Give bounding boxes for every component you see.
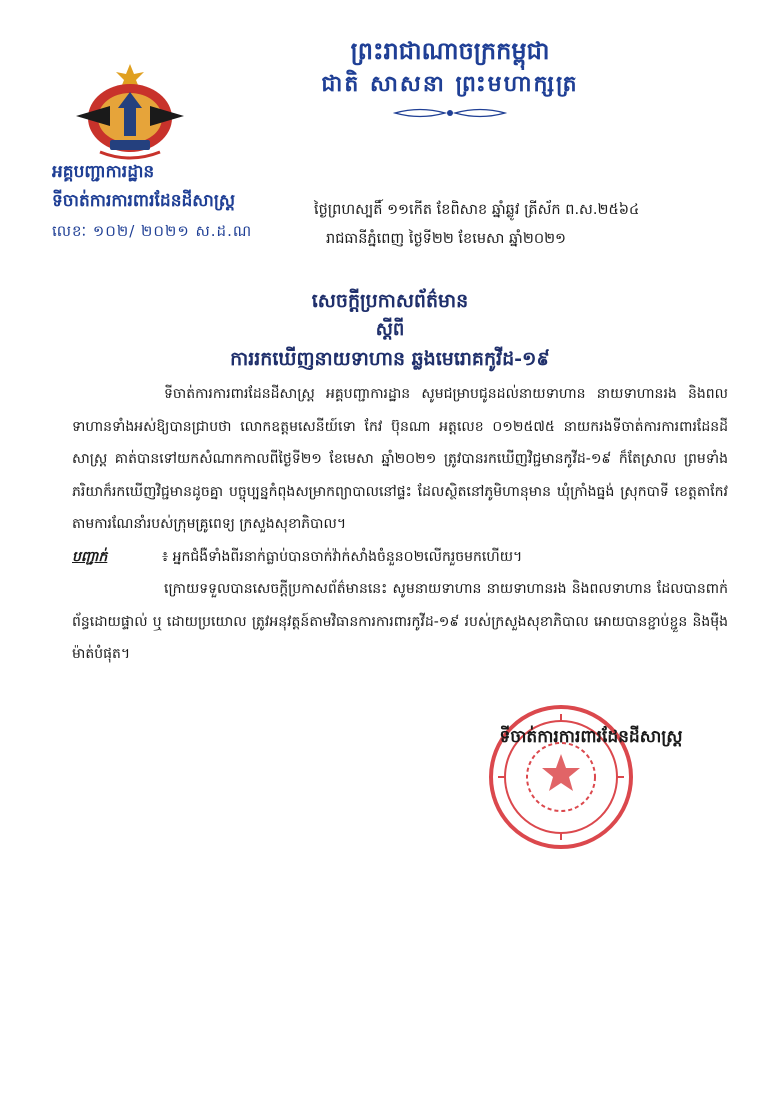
signature-office: ទីចាត់ការការពារដែនដីសាស្ត្រ <box>499 727 683 747</box>
note-text: ៖ អ្នកជំងឺទាំងពីរនាក់ធ្លាប់បានចាក់វ៉ាក់សាំងចំនួន០២លើករួចមកហើយ។ <box>162 548 523 565</box>
solar-date: រាជធានីភ្នំពេញ ថ្ងៃទី២២ ខែមេសា ឆ្នាំ២០២១ <box>326 231 567 247</box>
agency-command: អគ្គបញ្ជាការដ្ឋាន <box>52 162 155 182</box>
kingdom-name: ព្រះរាជាណាចក្រកម្ពុជា <box>350 36 550 65</box>
reference-number: លេខៈ ១០២/ ២០២១ ស.ដ.ណ <box>52 222 253 240</box>
kingdom-header <box>240 34 660 120</box>
title-line-3: ការរកឃើញនាយទាហាន ឆ្លងមេរោគកូវីដ-១៩ <box>230 348 550 370</box>
lunar-date: ថ្ងៃព្រហស្បតិ៍ ១១កើត ខែពិសាខ ឆ្នាំឆ្លូវ ត្រីស័ក ព.ស.២៥៦៤ <box>314 202 640 218</box>
ornament-divider-icon <box>390 106 510 120</box>
agency-department: ទីចាត់ការការពារដែនដីសាស្ត្រ <box>52 191 236 211</box>
body-paragraph-1: ទីចាត់ការការពារដែនដីសាស្ត្រ អគ្គបញ្ជាការដ្ឋាន សូមជម្រាបជូនដល់នាយទាហាន នាយទាហានរង និងពលទាហានទាំងអស់ឱ្យបានជ្រាបថា លោកឧត្តមសេនីយ៍ទោ កែវ ប៊ុនណា អត្តលេខ ០១២៥៧៥ នាយករងទីចាត់ការការពារដែនដីសាស្ត្រ គាត់បានទៅយកសំណាកកាលពីថ្ងៃទី២១ ខែមេសា ឆ្នាំ២០២១ ត្រូវបានរកឃើញវិជ្ជមានកូវីដ-១៩ ក៏តែស្រាល ព្រមទាំងភរិយាក៏រកឃើញវិជ្ជមានដូចគ្នា បច្ចុប្បន្នកំពុងសម្រាកព្យាបាលនៅផ្ទះ ដែលស្ថិតនៅភូមិហានុមាន ឃុំក្រាំងធ្នង់ ស្រុកបាទី ខេត្តតាកែវ តាមការណែនាំរបស់ក្រុមគ្រូពេទ្យ ក្រសួងសុខាភិបាល។ <box>72 386 728 532</box>
document-title <box>150 286 630 374</box>
title-line-2: ស្តីពី <box>375 319 405 340</box>
military-emblem-icon <box>70 60 190 168</box>
title-line-1: សេចក្តីប្រកាសព័ត៌មាន <box>311 290 469 312</box>
document-body <box>72 378 728 671</box>
body-paragraph-2: ក្រោយទទួលបានសេចក្តីប្រកាសព័ត៌មាននេះ សូមនាយទាហាន នាយទាហានរង និងពលទាហាន ដែលបានពាក់ព័ន្ធដោយផ្ទាល់ ឬ ដោយប្រយោល ត្រូវអនុវត្តន៍តាមវិធានការការពារកូវីដ-១៩ របស់ក្រសួងសុខាភិបាល អោយបានខ្ជាប់ខ្ជួន និងម៉ឺងម៉ាត់បំផុត។ <box>72 581 728 662</box>
national-motto: ជាតិ សាសនា ព្រះមហាក្សត្រ <box>321 71 579 97</box>
issuing-agency <box>52 158 292 246</box>
note-row <box>72 541 728 574</box>
official-seal-icon <box>486 702 636 852</box>
date-block <box>314 196 734 254</box>
note-label: បញ្ជាក់ <box>72 548 108 565</box>
